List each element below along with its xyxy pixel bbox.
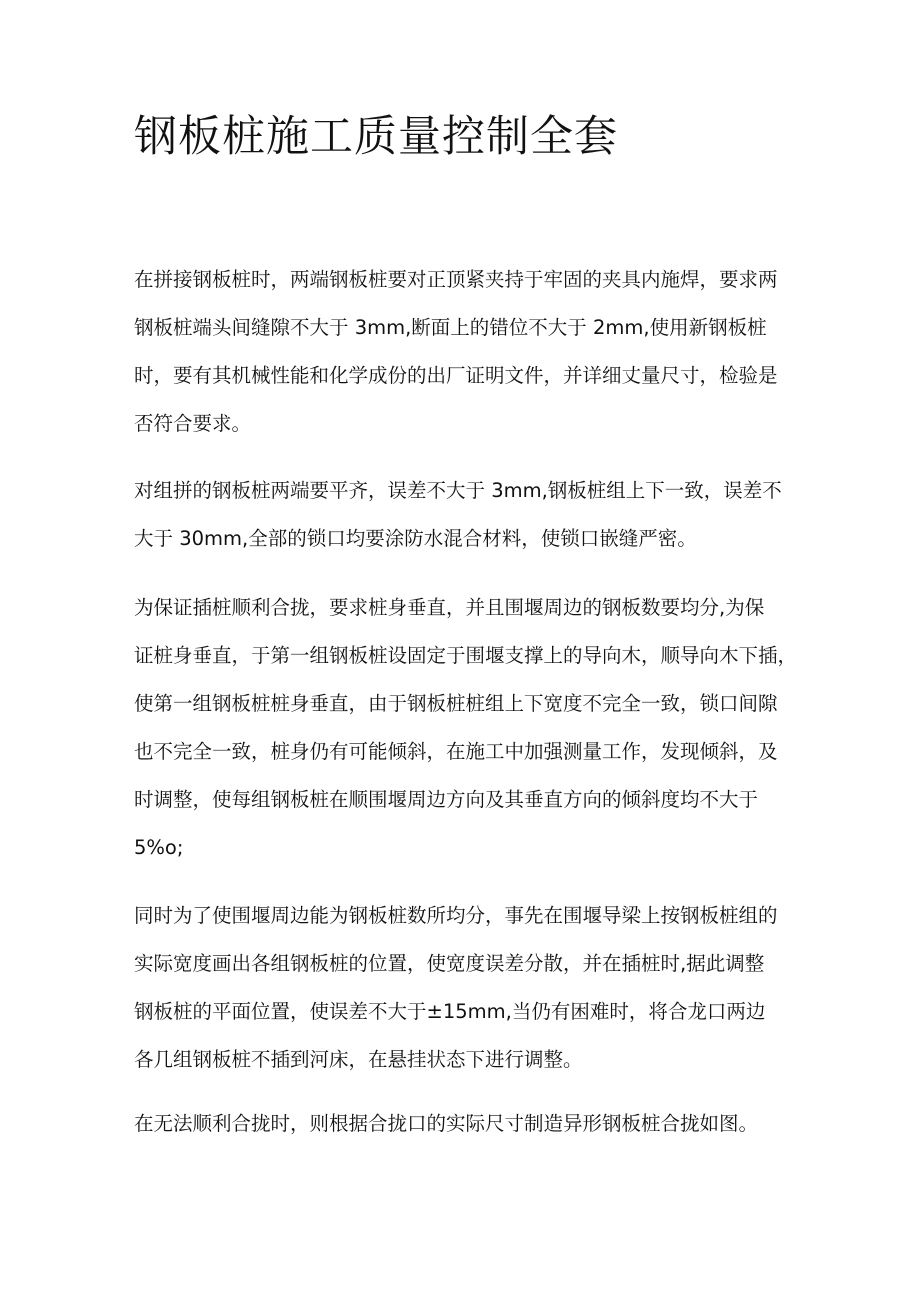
paragraph-splicing xyxy=(134,256,798,448)
paragraph-division xyxy=(134,892,798,1084)
paragraph-line: 时调整，使每组钢板桩在顺围堰周边方向及其垂直方向的倾斜度均不大于 xyxy=(134,788,759,811)
paragraph-line: 也不完全一致，桩身仍有可能倾斜，在施工中加强测量工作，发现倾斜，及 xyxy=(134,740,778,763)
paragraph-line: 钢板桩端头间缝隙不大于 3mm,断面上的错位不大于 2mm,使用新钢板桩 xyxy=(134,316,767,339)
paragraph-line: 各几组钢板桩不插到河床，在悬挂状态下进行调整。 xyxy=(134,1048,583,1071)
paragraph-line: 否符合要求。 xyxy=(134,412,252,435)
paragraph-closure xyxy=(134,1100,798,1148)
paragraph-line: 5%o; xyxy=(134,836,184,859)
paragraph-line: 在无法顺利合拢时，则根据合拢口的实际尺寸制造异形钢板桩合拢如图。 xyxy=(134,1112,759,1135)
page-title: 钢板桩施工质量控制全套 xyxy=(134,112,618,162)
paragraph-line: 使第一组钢板桩桩身垂直，由于钢板桩桩组上下宽度不完全一致，锁口间隙 xyxy=(134,692,778,715)
paragraph-line: 钢板桩的平面位置，使误差不大于±15mm,当仍有困难时，将合龙口两边 xyxy=(134,1000,766,1023)
paragraph-line: 为保证插桩顺利合拢，要求桩身垂直，并且围堰周边的钢板数要均分,为保 xyxy=(134,596,765,619)
paragraph-verticality xyxy=(134,584,798,872)
paragraph-line: 对组拼的钢板桩两端要平齐，误差不大于 3mm,钢板桩组上下一致，误差不 xyxy=(134,479,782,502)
paragraph-assembly xyxy=(134,467,798,563)
paragraph-line: 在拼接钢板桩时，两端钢板桩要对正顶紧夹持于牢固的夹具内施焊，要求两 xyxy=(134,268,778,291)
paragraph-line: 时，要有其机械性能和化学成份的出厂证明文件，并详细丈量尺寸，检验是 xyxy=(134,364,778,387)
paragraph-line: 实际宽度画出各组钢板桩的位置，使宽度误差分散，并在插桩时,据此调整 xyxy=(134,952,765,975)
paragraph-line: 大于 30mm,全部的锁口均要涂防水混合材料，使锁口嵌缝严密。 xyxy=(134,527,697,550)
paragraph-line: 同时为了使围堰周边能为钢板桩数所均分，事先在围堰导梁上按钢板桩组的 xyxy=(134,904,778,927)
paragraph-line: 证桩身垂直，于第一组钢板桩设固定于围堰支撑上的导向木，顺导向木下插， xyxy=(134,644,798,667)
